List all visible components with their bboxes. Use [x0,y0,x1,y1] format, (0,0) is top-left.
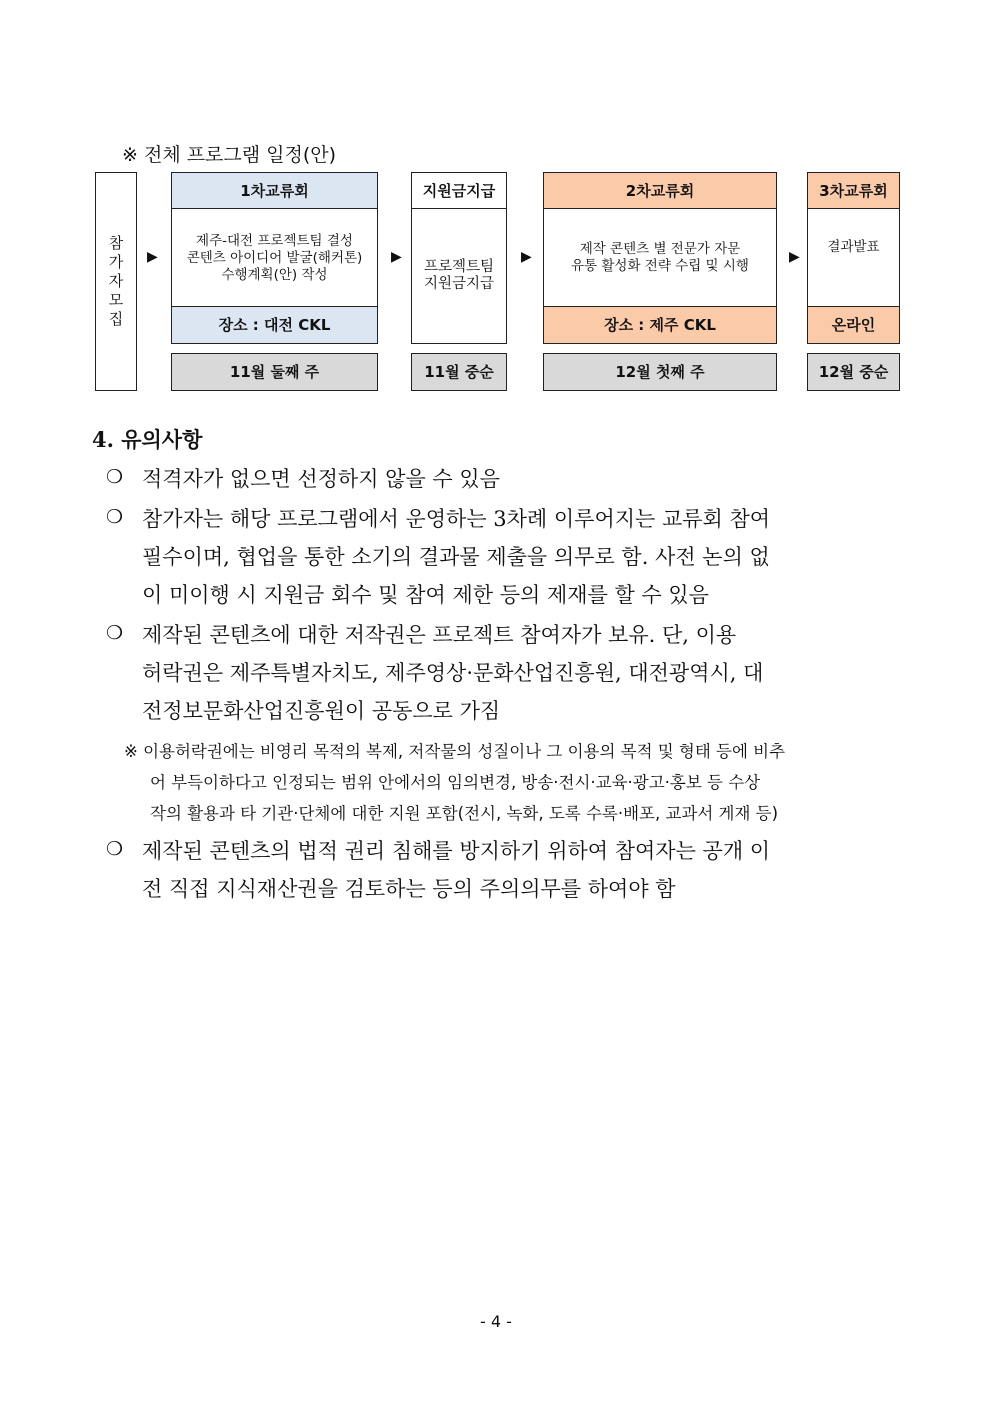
stage3-when: 12월 첫째 주 [543,353,777,391]
item2-line: 필수이며, 협업을 통한 소기의 결과물 제출을 의무로 함. 사전 논의 없 [142,545,770,569]
stage3-body-line: 유통 활성화 전략 수립 및 시행 [571,258,749,274]
schedule-caption: ※ 전체 프로그램 일정(안) [122,144,337,166]
item3-line: 허락권은 제주특별자치도, 제주영상·문화산업진흥원, 대전광역시, 대 [142,661,764,685]
item3-line: 전정보문화산업진흥원이 공동으로 가짐 [142,699,501,723]
stage4-body [807,208,900,308]
arrow-right-icon: ▶ [147,249,158,265]
stage4-body-line: 결과발표 [827,239,880,255]
stage3-header: 2차교류회 [543,172,777,210]
stage1-header: 1차교류회 [171,172,378,210]
bullet-circle-icon: ❍ [106,622,124,644]
item4-line: 전 직접 지식재산권을 검토하는 등의 주의의무를 하여야 함 [142,877,676,901]
arrow-right-icon: ▶ [521,249,532,265]
stage2-header: 지원금지급 [411,172,507,210]
item2-line: 이 미이행 시 지원금 회수 및 참여 제한 등의 제재를 할 수 있음 [142,583,709,607]
stage4-header: 3차교류회 [807,172,900,210]
recruit-char: 가 [108,253,124,271]
bullet-circle-icon: ❍ [106,838,124,860]
page-number: - 4 - [480,1312,512,1331]
recruit-char: 자 [108,272,124,290]
stage4-place: 온라인 [807,306,900,344]
stage2-when: 11월 중순 [411,353,507,391]
recruit-box [95,172,137,391]
stage1-place: 장소 : 대전 CKL [171,306,378,344]
item4-line: 제작된 콘텐츠의 법적 권리 침해를 방지하기 위하여 참여자는 공개 이 [142,839,771,863]
stage1-when: 11월 둘째 주 [171,353,378,391]
stage2-body-line: 지원금지급 [423,276,495,292]
item1-line: 적격자가 없으면 선정하지 않을 수 있음 [142,467,500,491]
recruit-char: 모 [108,291,124,309]
stage1-body [171,208,378,308]
note-line: 작의 활용과 타 기관·단체에 대한 지원 포함(전시, 녹화, 도록 수록·배포, 교과서 게재 등) [150,804,779,823]
item3-line: 제작된 콘텐츠에 대한 저작권은 프로젝트 참여자가 보유. 단, 이용 [142,623,737,647]
stage4-when: 12월 중순 [807,353,900,391]
recruit-char: 참 [108,234,124,252]
item2-line: 참가자는 해당 프로그램에서 운영하는 3차례 이루어지는 교류회 참여 [142,507,771,531]
stage1-body-line: 제주-대전 프로젝트팀 결성 [196,232,353,249]
stage1-body-line: 콘텐츠 아이디어 발굴(해커톤) [186,249,363,266]
note-line: 어 부득이하다고 인정되는 범위 안에서의 임의변경, 방송·전시·교육·광고·홍보 등 수상 [150,773,761,792]
recruit-char: 집 [108,310,124,328]
stage2-body-line: 프로젝트팀 [423,259,495,275]
stage3-body [543,208,777,308]
stage3-place: 장소 : 제주 CKL [543,306,777,344]
stage3-body-line: 제작 콘텐츠 별 전문가 자문 [579,241,741,257]
arrow-right-icon: ▶ [789,249,800,265]
note-line: ※ 이용허락권에는 비영리 목적의 복제, 저작물의 성질이나 그 이용의 목적 및 형태 등에 비추 [124,742,786,761]
bullet-circle-icon: ❍ [106,506,124,528]
arrow-right-icon: ▶ [391,249,402,265]
section-title: 4. 유의사항 [92,427,203,452]
stage2-body [411,208,507,344]
stage1-body-line: 수행계획(안) 작성 [221,266,328,283]
bullet-circle-icon: ❍ [106,466,124,488]
